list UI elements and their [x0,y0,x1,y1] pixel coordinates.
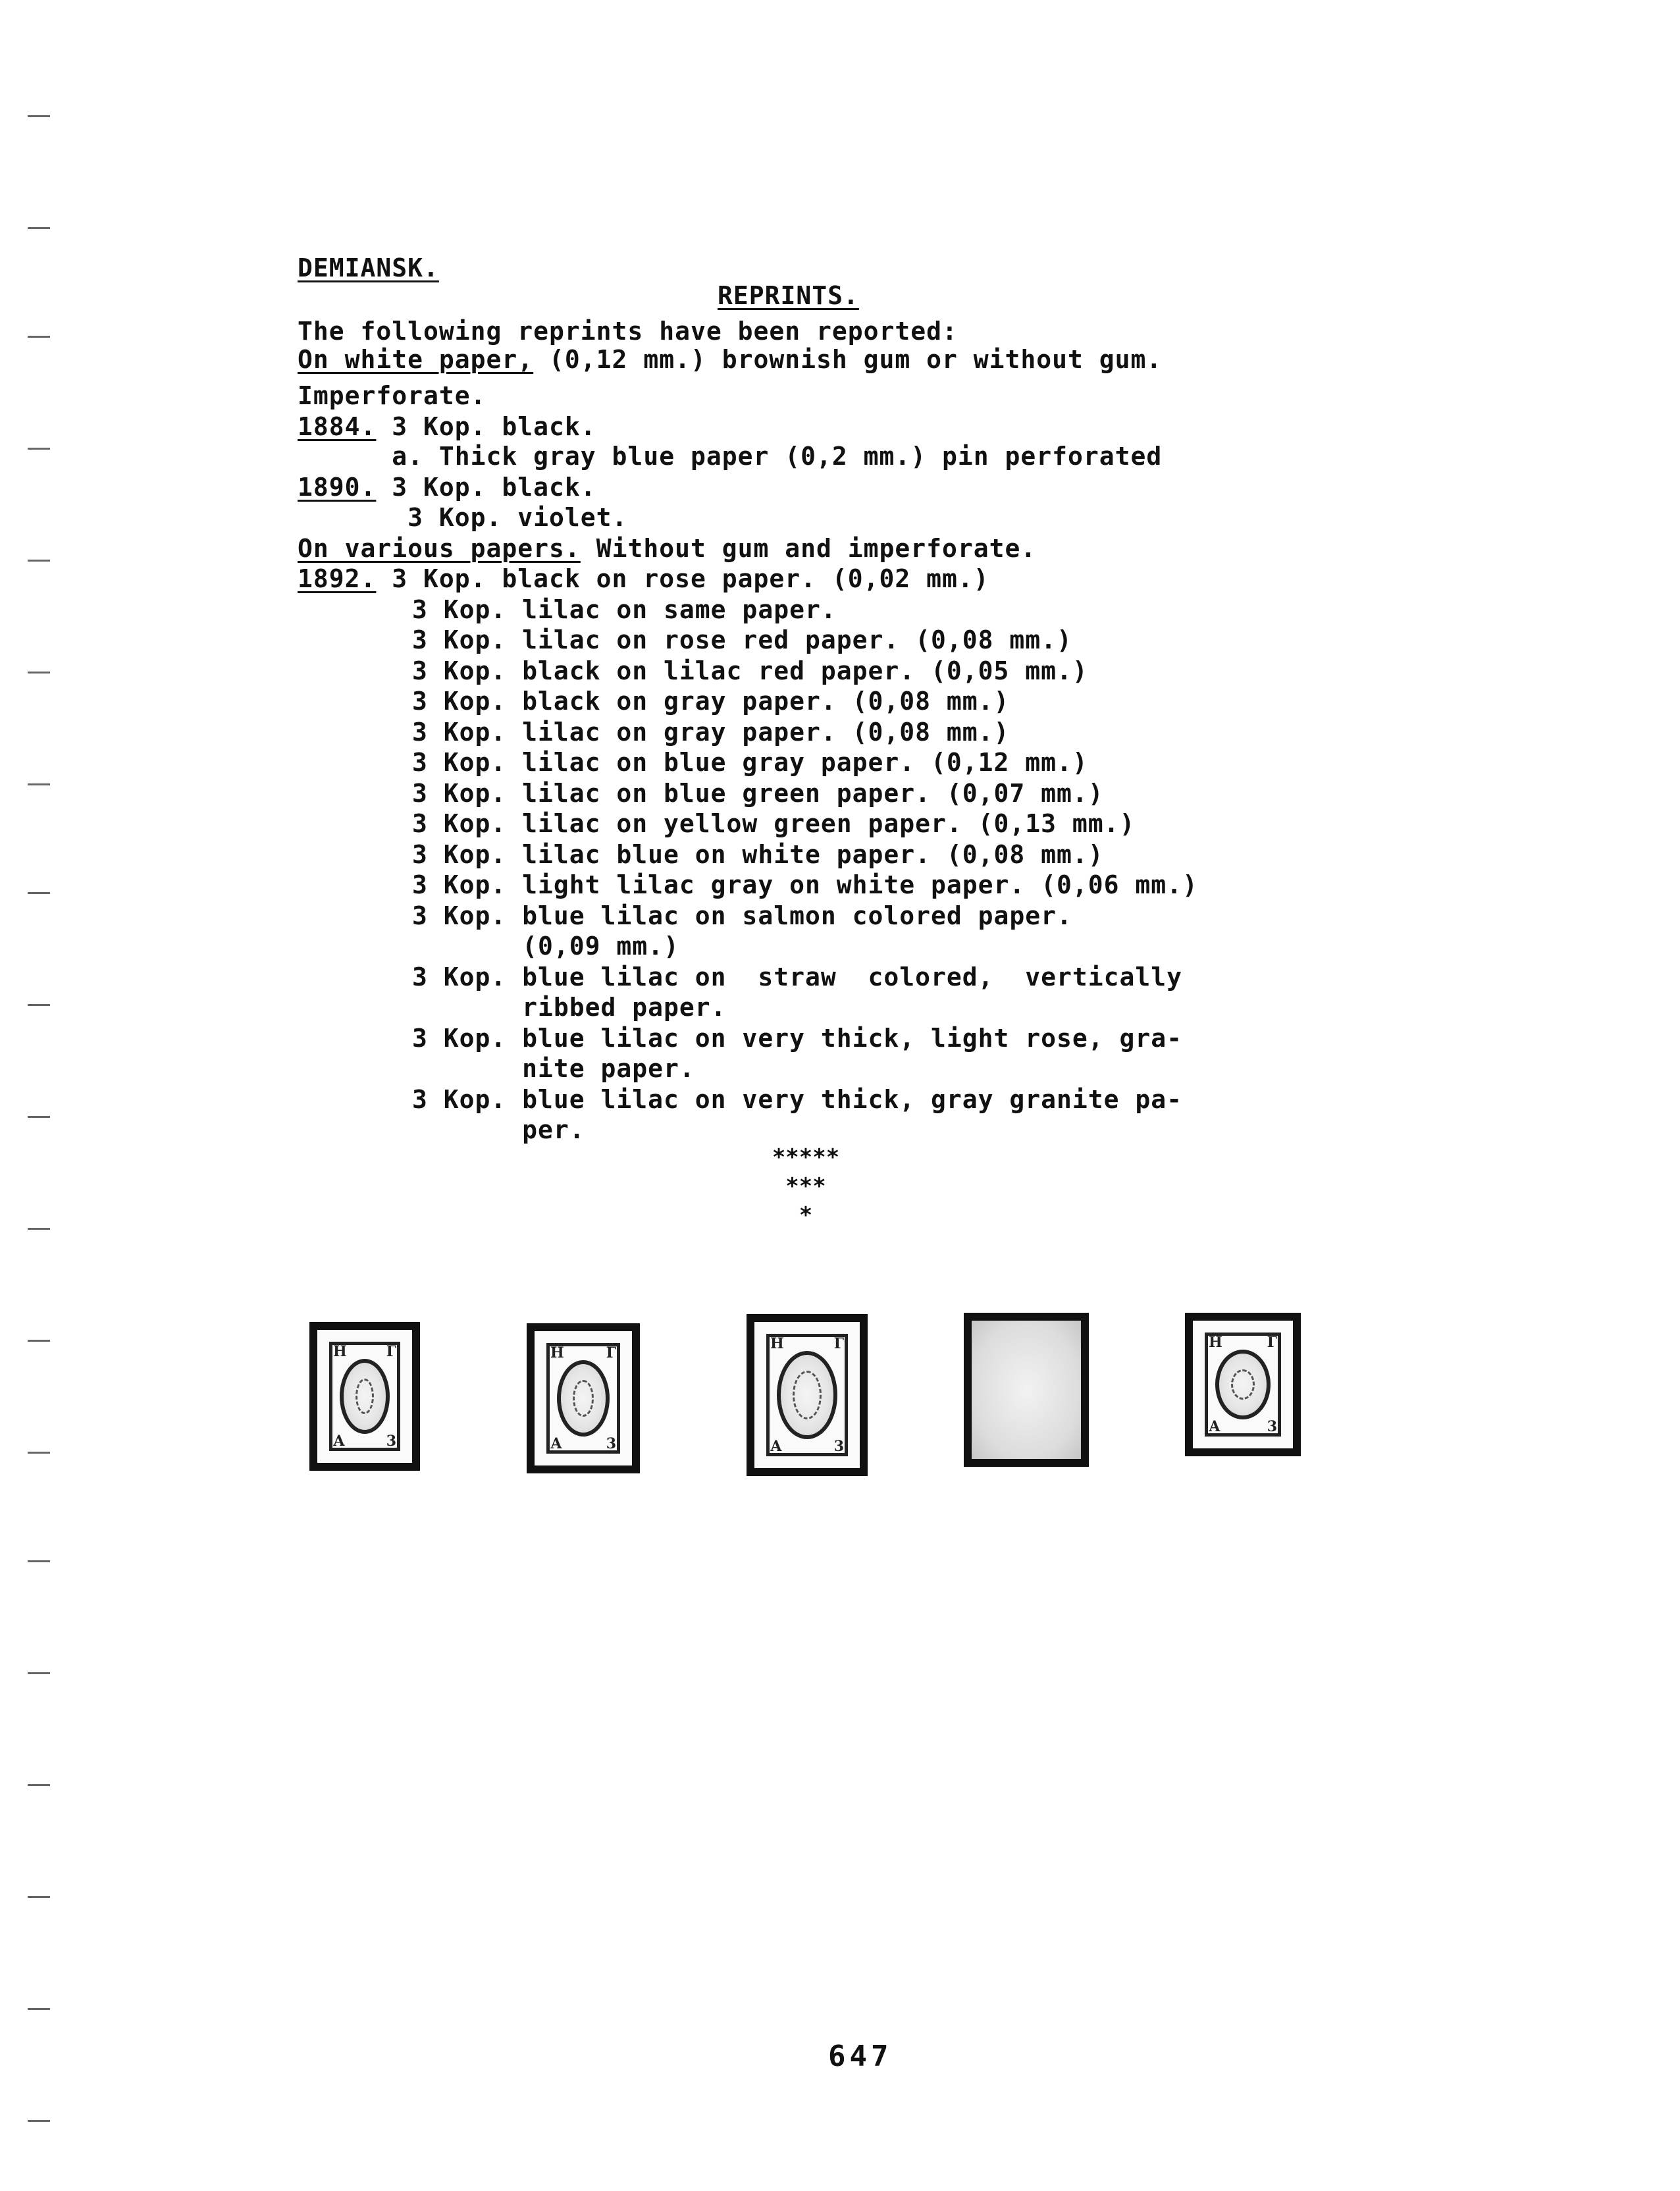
year-1884-variety: a. Thick gray blue paper (0,2 mm.) pin perforated [298,442,1163,471]
reprint-entry: 3 Kop. lilac blue on white paper. (0,08 mm.) [412,840,1104,869]
ornament-row: *** [785,1173,826,1200]
ornament-row: * [799,1202,813,1228]
imperforate-line: Imperforate. [298,381,486,410]
white-paper-label: On white paper, [298,345,534,374]
reprint-entry: 3 Kop. lilac on gray paper. (0,08 mm.) [412,718,1010,747]
reprint-entry: 3 Kop. lilac on blue green paper. (0,07 mm.) [412,779,1104,808]
reprint-entry: 3 Kop. blue lilac on very thick, light rose, gra- [412,1024,1183,1053]
reprint-entry-continued: nite paper. [412,1054,695,1083]
year-1884-line [298,411,596,442]
reprint-entry: 3 Kop. lilac on yellow green paper. (0,13 mm.) [412,809,1136,838]
reprint-entry: 3 Kop. blue lilac on straw colored, vertically [412,963,1183,991]
reprint-entry: 3 Kop. blue lilac on salmon colored paper. [412,901,1072,930]
binding-mark [28,1784,50,1786]
binding-mark [28,2120,50,2122]
reprint-entry: 3 Kop. lilac on rose red paper. (0,08 mm.) [412,625,1072,654]
stamp-image: Н Г А 3 [1185,1313,1301,1456]
binding-mark [28,1004,50,1006]
place-heading: DEMIANSK. [298,253,439,282]
page-number: 647 [828,2040,893,2073]
stamp-image: Н Г А 3 [747,1314,868,1476]
ornament-row: ***** [772,1144,840,1171]
year-1892: 1892. [298,564,377,593]
reprint-entry: 3 Kop. blue lilac on very thick, gray granite pa- [412,1085,1183,1114]
reprint-entry: 3 Kop. black on gray paper. (0,08 mm.) [412,687,1010,716]
year-1892-line [298,564,989,594]
stamp-image: Н Г А 3 [527,1323,640,1473]
binding-mark [28,1340,50,1342]
binding-mark [28,1672,50,1674]
binding-mark [28,1560,50,1562]
binding-margin [0,0,53,2191]
year-1892-entry: 3 Kop. black on rose paper. (0,02 mm.) [376,564,989,593]
reprint-entry: 3 Kop. black on lilac red paper. (0,05 mm.) [412,656,1088,685]
binding-mark [28,115,50,117]
stamp-image-blank [964,1313,1089,1467]
white-paper-rest: (0,12 mm.) brownish gum or without gum. [533,345,1163,374]
binding-mark [28,892,50,894]
binding-mark [28,227,50,229]
binding-mark [28,1896,50,1898]
binding-mark [28,336,50,338]
year-1890-entry-2: 3 Kop. violet. [298,503,628,532]
year-1890-line [298,472,596,502]
various-papers-label: On various papers. [298,534,581,563]
year-1890-entry: 3 Kop. black. [376,473,596,502]
white-paper-line [298,344,1162,375]
binding-mark [28,1116,50,1118]
section-heading: REPRINTS. [718,281,859,310]
reprint-entry-continued: ribbed paper. [412,993,727,1022]
various-papers-line [298,533,1036,564]
reprint-entry-continued: (0,09 mm.) [412,932,679,961]
year-1884-entry: 3 Kop. black. [376,412,596,441]
binding-mark [28,2008,50,2010]
binding-mark [28,1228,50,1230]
reprint-entry: 3 Kop. lilac on same paper. [412,595,837,624]
year-1890: 1890. [298,473,377,502]
binding-mark [28,783,50,785]
various-papers-rest: Without gum and imperforate. [580,534,1037,563]
intro-text: The following reprints have been reported: [298,317,958,346]
reprint-entry: 3 Kop. light lilac gray on white paper. (0,06 mm.) [412,870,1198,899]
binding-mark [28,672,50,673]
reprint-entry-continued: per. [412,1115,585,1144]
stamp-image: Н Г А 3 [309,1322,420,1471]
binding-mark [28,560,50,562]
reprint-entry: 3 Kop. lilac on blue gray paper. (0,12 mm.) [412,748,1088,777]
binding-mark [28,1452,50,1454]
year-1884: 1884. [298,412,377,441]
binding-mark [28,448,50,450]
